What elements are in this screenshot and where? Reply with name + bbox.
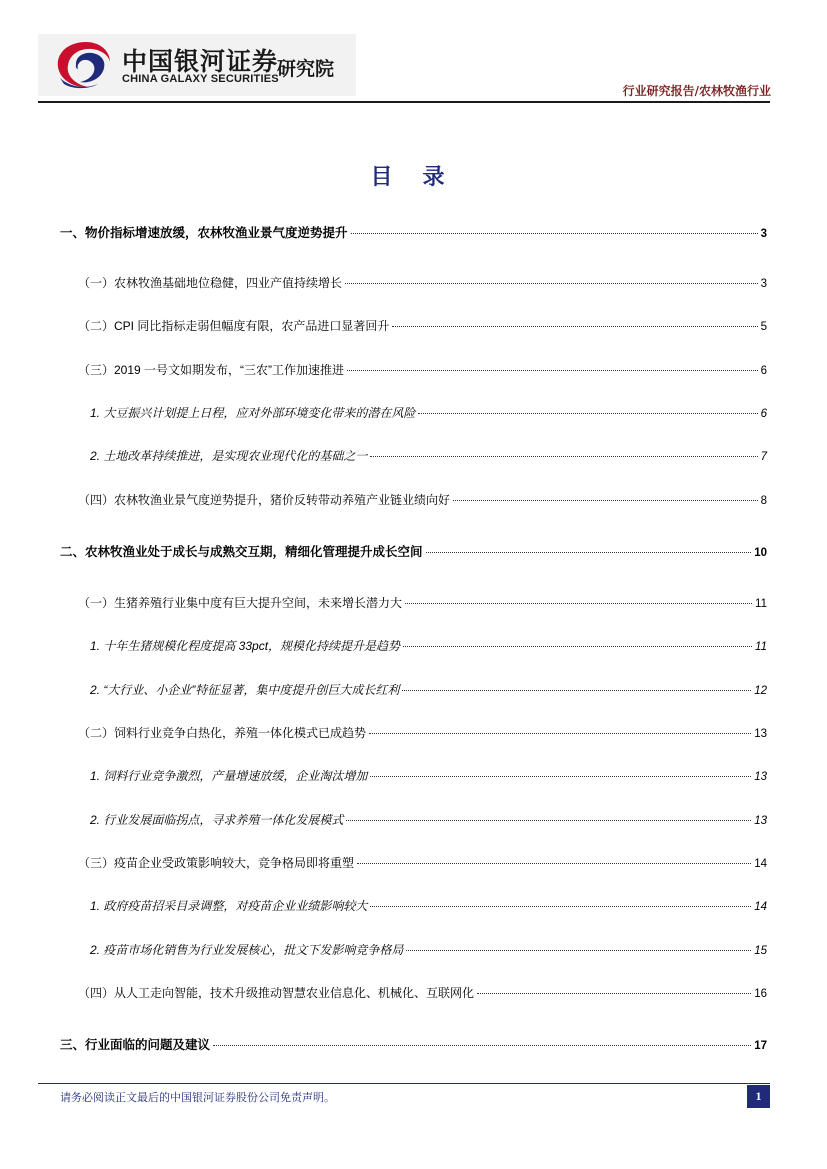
toc-leader-dots (370, 776, 751, 777)
toc-leader-dots (392, 326, 757, 327)
logo-chinese-name: 中国银河证券 (122, 48, 279, 76)
toc-leader-dots (347, 370, 758, 371)
toc-leader-dots (405, 603, 752, 604)
toc-leader-dots (357, 863, 751, 864)
toc-entry-page: 3 (760, 228, 767, 240)
toc-entry-label: 2. 土地改革持续推进，是实现农业现代化的基础之一 (90, 449, 368, 463)
toc-entry-page: 6 (760, 408, 767, 420)
toc-leader-dots (213, 1045, 751, 1046)
galaxy-logo-icon (54, 40, 112, 90)
toc-entry[interactable] (90, 405, 767, 422)
toc-entry-page: 8 (760, 495, 767, 507)
toc-entry-page: 3 (760, 278, 767, 290)
toc-entry-page: 12 (754, 685, 767, 697)
toc-entry-page: 16 (754, 988, 767, 1000)
toc-entry[interactable] (78, 595, 767, 612)
toc-entry-page: 13 (754, 815, 767, 827)
toc-entry-label: 1. 大豆振兴计划提上日程，应对外部环境变化带来的潜在风险 (90, 406, 416, 420)
toc-entry-page: 17 (754, 1040, 767, 1052)
toc-entry-label: （四）从人工走向智能，技术升级推动智慧农业信息化、机械化、互联网化 (78, 986, 475, 1000)
toc-entry-label: 三、行业面临的问题及建议 (60, 1038, 211, 1052)
toc-entry-page: 7 (760, 451, 767, 463)
toc-leader-dots (351, 233, 758, 234)
toc-leader-dots (406, 950, 751, 951)
toc-entry[interactable] (60, 544, 767, 561)
toc-entry-label: 2. “大行业、小企业”特征显著，集中度提升创巨大成长红利 (90, 683, 400, 697)
toc-leader-dots (477, 993, 751, 994)
toc-entry-label: （一）农林牧渔基础地位稳健，四业产值持续增长 (78, 276, 343, 290)
toc-entry[interactable] (60, 225, 767, 242)
toc-entry[interactable] (78, 492, 767, 509)
toc-leader-dots (370, 456, 757, 457)
header-divider (38, 101, 770, 103)
toc-entry[interactable] (90, 812, 767, 829)
toc-entry-page: 13 (754, 771, 767, 783)
toc-entry[interactable] (78, 362, 767, 379)
toc-entry[interactable] (78, 318, 767, 335)
toc-leader-dots (403, 646, 752, 647)
toc-leader-dots (418, 413, 757, 414)
toc-entry[interactable] (90, 898, 767, 915)
toc-leader-dots (453, 500, 758, 501)
toc-leader-dots (369, 733, 751, 734)
toc-entry-page: 14 (754, 901, 767, 913)
toc-leader-dots (426, 552, 752, 553)
logo-english-name: CHINA GALAXY SECURITIES (122, 73, 279, 85)
toc-entry-page: 11 (755, 598, 767, 610)
toc-leader-dots (402, 690, 751, 691)
toc-entry-page: 15 (754, 945, 767, 957)
toc-entry-page: 6 (760, 365, 767, 377)
toc-entry-page: 11 (755, 641, 767, 653)
toc-title: 目 录 (370, 164, 457, 189)
toc-entry[interactable] (90, 448, 767, 465)
toc-entry[interactable] (90, 638, 767, 655)
toc-entry-page: 13 (754, 728, 767, 740)
toc-entry[interactable] (90, 768, 767, 785)
toc-entry-page: 14 (754, 858, 767, 870)
toc-entry[interactable] (78, 855, 767, 872)
toc-leader-dots (370, 906, 751, 907)
toc-entry-label: 2. 疫苗市场化销售为行业发展核心，批文下发影响竞争格局 (90, 943, 404, 957)
toc-entry-label: （三）2019 一号文如期发布，“三农”工作加速推进 (78, 363, 345, 377)
footer-divider (38, 1083, 770, 1084)
toc-entry-label: 1. 政府疫苗招采目录调整，对疫苗企业业绩影响较大 (90, 899, 368, 913)
toc-entry-page: 10 (754, 547, 767, 559)
toc-entry-label: 1. 饲料行业竞争激烈，产量增速放缓，企业淘汰增加 (90, 769, 368, 783)
toc-leader-dots (346, 820, 751, 821)
toc-entry[interactable] (78, 725, 767, 742)
toc-entry[interactable] (78, 275, 767, 292)
page-header (0, 0, 827, 104)
footer-disclaimer: 请务必阅读正文最后的中国银河证券股份公司免责声明。 (60, 1091, 335, 1104)
page-number: 1 (747, 1085, 770, 1108)
toc-entry-label: （二）饲料行业竞争白热化，养殖一体化模式已成趋势 (78, 726, 367, 740)
toc-entry-label: （三）疫苗企业受政策影响较大，竞争格局即将重塑 (78, 856, 355, 870)
toc-entry[interactable] (78, 985, 767, 1002)
document-type: 行业研究报告/农林牧渔行业 (622, 84, 771, 98)
toc-entry-page: 5 (760, 321, 767, 333)
toc-entry-label: （二）CPI 同比指标走弱但幅度有限，农产品进口显著回升 (78, 319, 390, 333)
toc-entry-label: 1. 十年生猪规模化程度提高 33pct，规模化持续提升是趋势 (90, 639, 401, 653)
toc-leader-dots (345, 283, 758, 284)
toc-entry-label: 二、农林牧渔业处于成长与成熟交互期，精细化管理提升成长空间 (60, 545, 423, 559)
logo-institute: 研究院 (277, 59, 335, 80)
toc-entry[interactable] (60, 1037, 767, 1054)
toc-entry-label: （一）生猪养殖行业集中度有巨大提升空间，未来增长潜力大 (78, 596, 403, 610)
toc-entry-label: 2. 行业发展面临拐点，寻求养殖一体化发展模式 (90, 813, 344, 827)
toc-entry[interactable] (90, 942, 767, 959)
toc-entry-label: 一、物价指标增速放缓，农林牧渔业景气度逆势提升 (60, 226, 348, 240)
toc-entry[interactable] (90, 682, 767, 699)
toc-entry-label: （四）农林牧渔业景气度逆势提升，猪价反转带动养殖产业链业绩向好 (78, 493, 451, 507)
